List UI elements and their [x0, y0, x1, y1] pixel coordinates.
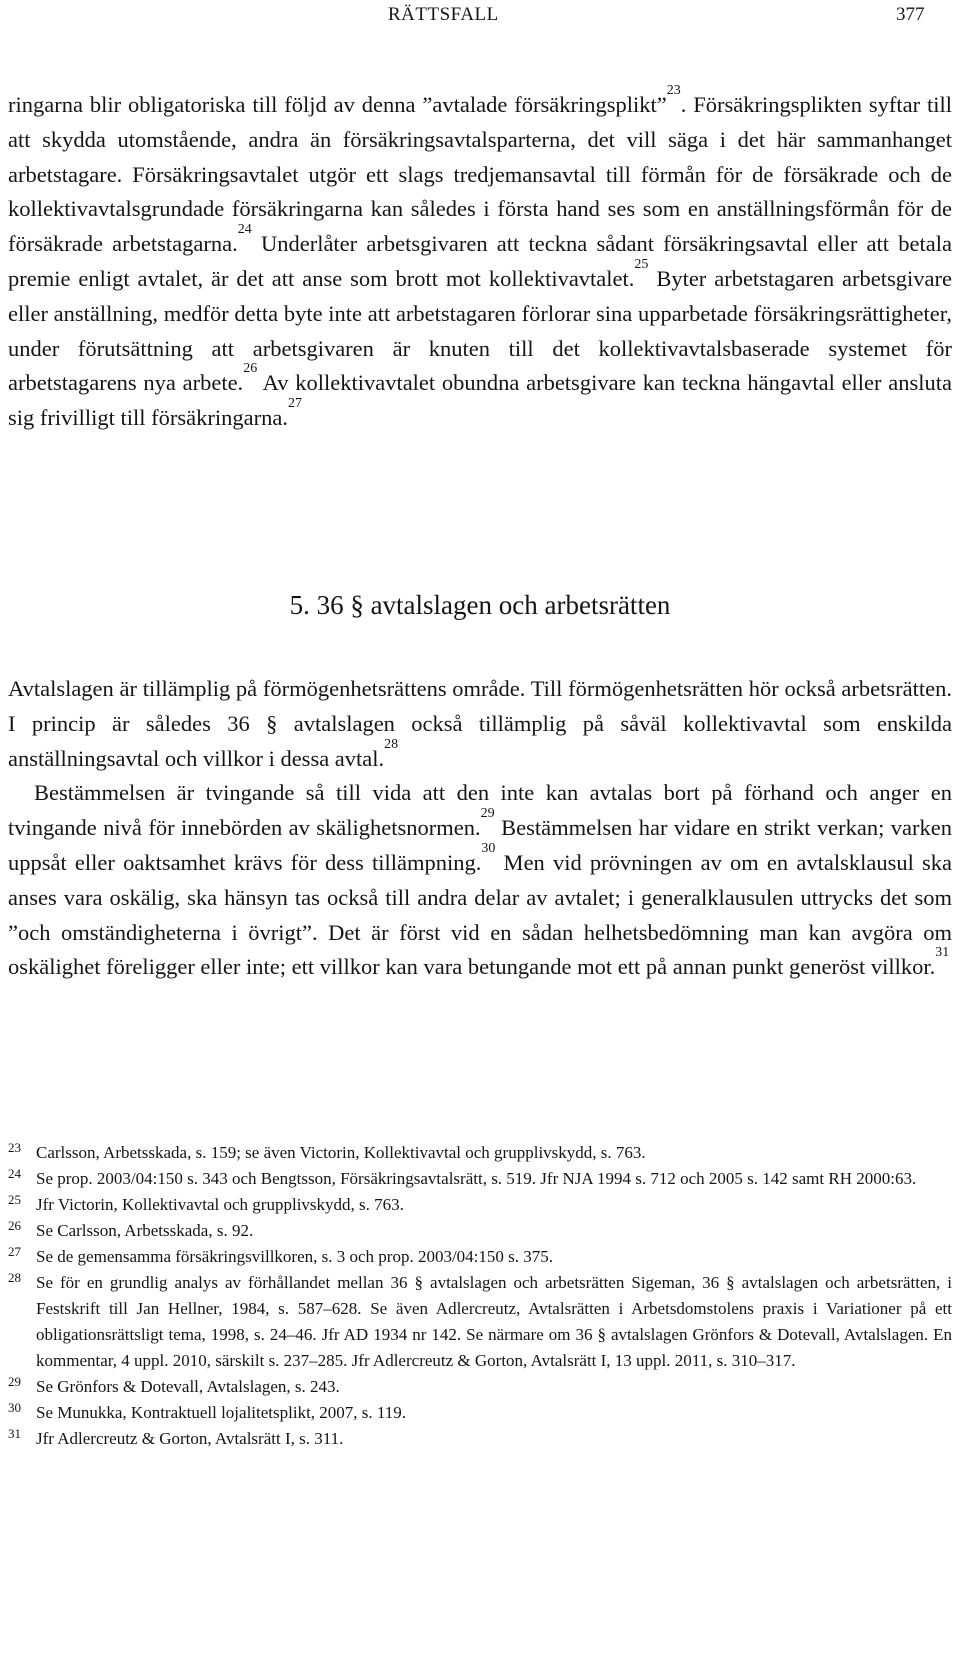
text-segment: Men vid prövningen av om en avtalsklausul ska anses vara oskälig, ska hänsyn tas också till andra delar av avtalet; i generalklausulen uttrycks det som ”och omständigheterna i övrigt”. Det är först vid en sådan helhetsbedömning man kan avgöra om oskälighet föreligger eller inte; ett villkor kan vara betungande mot ett på annan punkt generöst villkor. — [8, 849, 952, 980]
footnote — [8, 1374, 952, 1400]
footnote-reference[interactable]: 27 — [287, 396, 302, 412]
body-paragraph-1 — [8, 83, 953, 436]
footnote-reference[interactable]: 30 — [481, 840, 496, 856]
footnote-number: 29 — [8, 1374, 21, 1389]
footnote-reference[interactable]: 31 — [935, 945, 950, 961]
text-segment: Byter arbetstagaren arbetsgivare eller anställning, medför detta byte inte att arbetstagaren förlorar sina upparbetade försäkringsrättigheter, under förutsättning att arbetsgivaren är knuten till det kollektivavtalsbaserade systemet för arbetstagarens nya arbete. — [8, 265, 952, 396]
page-header — [0, 2, 960, 32]
footnote-number: 23 — [8, 1140, 21, 1155]
text-segment: Av kollektivavtalet obundna arbetsgivare kan teckna hängavtal eller ansluta sig frivilligt till försäkringarna. — [8, 370, 952, 431]
footnote-reference[interactable]: 26 — [243, 361, 258, 377]
footnote-number: 30 — [8, 1400, 21, 1415]
footnote-text: Jfr Adlercreutz & Gorton, Avtalsrätt I, s. 311. — [36, 1429, 344, 1448]
footnote — [8, 1218, 952, 1244]
footnote-text: Carlsson, Arbetsskada, s. 159; se även Victorin, Kollektivavtal och grupplivskydd, s. 763. — [36, 1143, 646, 1162]
footnote — [8, 1140, 952, 1166]
page-number: 377 — [896, 4, 925, 25]
body-paragraph-2 — [8, 672, 952, 985]
text-segment: . Försäkringsplikten syftar till att skydda utomstående, andra än försäkringsavtalsparterna, det vill säga i det här sammanhanget arbetstagare. Försäkringsavtalet utgör ett slags tredjemansavtal till förmån för de försäkrade och de kollektivavtalsgrundade försäkringarna kan således i första hand ses som en anställningsförmån för de försäkrade arbetstagarna. — [8, 92, 953, 257]
running-title: RÄTTSFALL — [388, 4, 499, 25]
footnote — [8, 1270, 952, 1374]
footnote-number: 25 — [8, 1192, 21, 1207]
footnote-reference[interactable]: 23 — [666, 83, 681, 98]
footnote — [8, 1192, 952, 1218]
footnotes-section — [8, 1140, 952, 1452]
text-segment: Bestämmelsen är tvingande så till vida att den inte kan avtalas bort på förhand och anger en tvingande nivå för innebörden av skälighetsnormen. — [8, 780, 952, 841]
footnote-reference[interactable]: 25 — [634, 256, 649, 272]
text-segment: ringarna blir obligatoriska till följd av denna ”avtalade försäkringsplikt” — [8, 92, 667, 117]
text-segment: Underlåter arbetsgivaren att teckna sådant försäkringsavtal eller att betala premie enligt avtalet, är det att anse som brott mot kollektivavtalet. — [8, 231, 952, 291]
text-segment: Avtalslagen är tillämplig på förmögenhetsrättens område. Till förmögenhetsrätten hör också arbetsrätten. I princip är således 36 § avtalslagen också tillämplig på såväl kollektivavtal som enskilda anställningsavtal och villkor i dessa avtal. — [8, 676, 952, 771]
footnote-text: Se för en grundlig analys av förhållandet mellan 36 § avtalslagen och arbetsrätten Sigeman, 36 § avtalslagen och arbetsrätten, i Festskrift till Jan Hellner, 1984, s. 587–628. Se även Adlercreutz, Avtalsrätten i Arbetsdomstolens praxis i Variationer på ett obligationsrättsligt tema, 1998, s. 24–46. Jfr AD 1934 nr 142. Se närmare om 36 § avtalslagen Grönfors & Dotevall, Avtalslagen. En kommentar, 4 uppl. 2010, särskilt s. 237–285. Jfr Adlercreutz & Gorton, Avtalsrätt I, 13 uppl. 2011, s. 310–317. — [36, 1273, 952, 1370]
footnote-text: Se de gemensamma försäkringsvillkoren, s. 3 och prop. 2003/04:150 s. 375. — [36, 1247, 554, 1266]
footnote-number: 24 — [8, 1166, 21, 1181]
footnote-number: 28 — [8, 1270, 21, 1285]
footnote — [8, 1426, 952, 1452]
footnote-text: Jfr Victorin, Kollektivavtal och grupplivskydd, s. 763. — [36, 1195, 404, 1214]
footnote-text: Se prop. 2003/04:150 s. 343 och Bengtsson, Försäkringsavtalsrätt, s. 519. Jfr NJA 1994 s. 712 och 2005 s. 142 samt RH 2000:63. — [36, 1169, 917, 1188]
footnote — [8, 1166, 952, 1192]
footnote-number: 27 — [8, 1244, 21, 1259]
footnote-text: Se Munukka, Kontraktuell lojalitetsplikt, 2007, s. 119. — [36, 1403, 407, 1422]
section-heading: 5. 36 § avtalslagen och arbetsrätten — [289, 590, 671, 620]
footnote-text: Se Carlsson, Arbetsskada, s. 92. — [36, 1221, 254, 1240]
footnote-number: 31 — [8, 1426, 21, 1441]
footnote-text: Se Grönfors & Dotevall, Avtalslagen, s. 243. — [36, 1377, 340, 1396]
footnote-number: 26 — [8, 1218, 21, 1233]
footnote-reference[interactable]: 29 — [480, 806, 495, 822]
footnote-reference[interactable]: 28 — [384, 736, 399, 752]
footnote-reference[interactable]: 24 — [237, 222, 252, 238]
footnote — [8, 1244, 952, 1270]
footnote — [8, 1400, 952, 1426]
text-segment: Bestämmelsen har vidare en strikt verkan; varken uppsåt eller oaktsamhet krävs för dess tillämpning. — [8, 815, 953, 875]
